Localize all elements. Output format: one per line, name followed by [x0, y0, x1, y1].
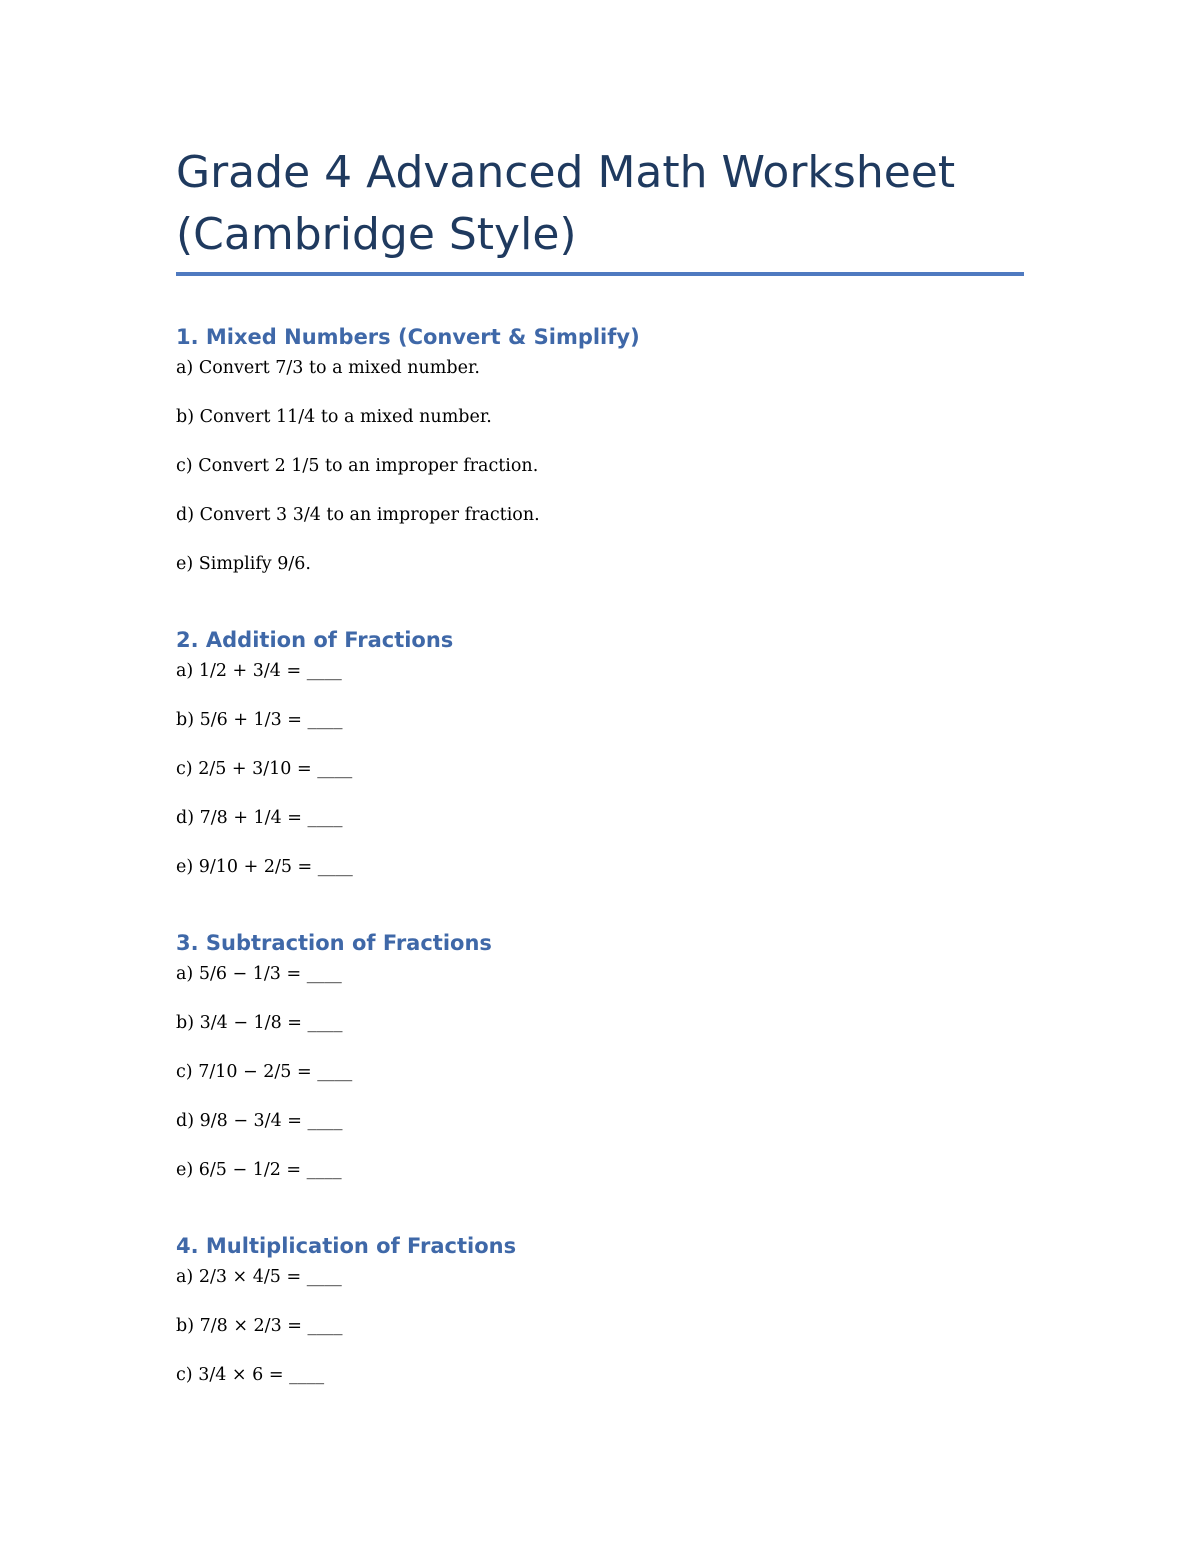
question-item: b) Convert 11/4 to a mixed number.: [176, 407, 492, 427]
question-item: b) 3/4 − 1/8 = ____: [176, 1013, 343, 1033]
title-underline: [176, 272, 1024, 276]
question-item: e) 6/5 − 1/2 = ____: [176, 1160, 342, 1180]
question-item: c) Convert 2 1/5 to an improper fraction.: [176, 456, 539, 476]
page-title: [176, 142, 1024, 266]
question-item: d) 9/8 − 3/4 = ____: [176, 1111, 343, 1131]
section-subtraction: [176, 928, 1024, 1183]
question-item: d) Convert 3 3/4 to an improper fraction.: [176, 505, 540, 525]
section-heading: 3. Subtraction of Fractions: [176, 931, 492, 955]
question-item: b) 7/8 × 2/3 = ____: [176, 1316, 343, 1336]
section-heading: 2. Addition of Fractions: [176, 628, 454, 652]
page-title-line-1: Grade 4 Advanced Math Worksheet: [176, 147, 956, 198]
question-item: a) Convert 7/3 to a mixed number.: [176, 358, 480, 378]
question-item: b) 5/6 + 1/3 = ____: [176, 710, 343, 730]
question-item: c) 3/4 × 6 = ____: [176, 1365, 325, 1385]
question-item: d) 7/8 + 1/4 = ____: [176, 808, 343, 828]
question-item: a) 2/3 × 4/5 = ____: [176, 1267, 342, 1287]
question-item: c) 7/10 − 2/5 = ____: [176, 1062, 353, 1082]
page-content: [176, 142, 1024, 1388]
question-item: e) Simplify 9/6.: [176, 554, 311, 574]
section-mixed-numbers: [176, 322, 1024, 577]
question-item: a) 5/6 − 1/3 = ____: [176, 964, 342, 984]
page-title-line-2: (Cambridge Style): [176, 209, 577, 260]
section-addition: [176, 625, 1024, 880]
section-multiplication: [176, 1231, 1024, 1388]
question-item: c) 2/5 + 3/10 = ____: [176, 759, 353, 779]
section-heading: 4. Multiplication of Fractions: [176, 1234, 517, 1258]
question-item: e) 9/10 + 2/5 = ____: [176, 857, 353, 877]
question-item: a) 1/2 + 3/4 = ____: [176, 661, 342, 681]
section-heading: 1. Mixed Numbers (Convert & Simplify): [176, 325, 640, 349]
